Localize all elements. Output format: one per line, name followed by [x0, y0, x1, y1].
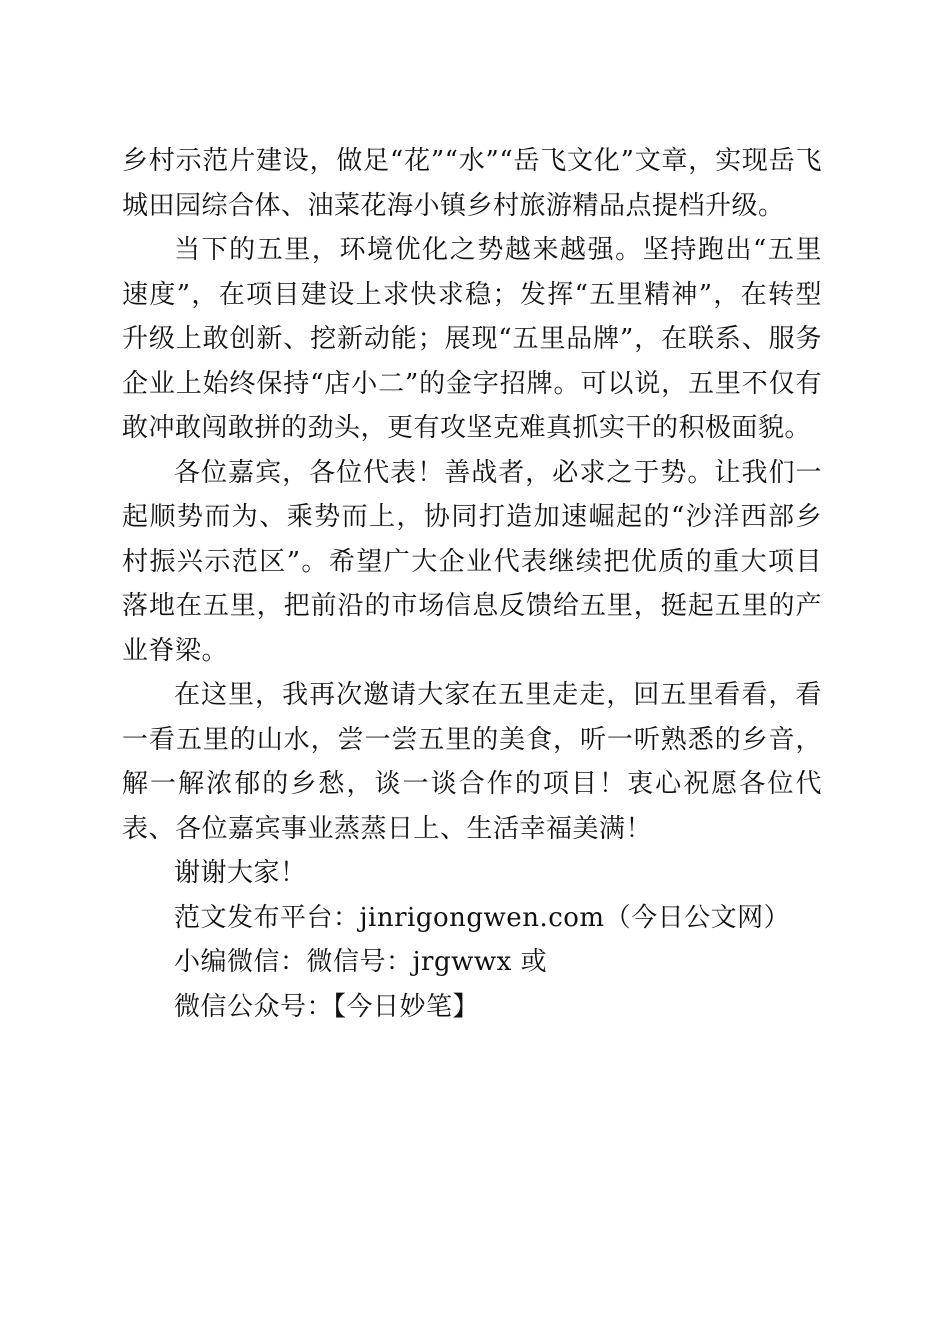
footer-official-account-line: 微信公众号：【今日妙笔】 [174, 991, 480, 1022]
paragraph: 当下的五里，环境优化之势越来越强。坚持跑出“五里速度”，在项目建设上求快求稳；发挥“五里精神”，在转型升级上敢创新、挖新动能；展现“五里品牌”，在联系、服务企业上始终保持“店小二”的金字招牌。可以说，五里不仅有敢冲敢闯敢拼的劲头，更有攻坚克难真抓实干的积极面貌。 [122, 235, 822, 443]
document-body [122, 139, 822, 1029]
paragraph-continuation: 乡村示范片建设，做足“花”“水”“岳飞文化”文章，实现岳飞城田园综合体、油菜花海小镇乡村旅游精品点提档升级。 [122, 146, 822, 221]
paragraph: 各位嘉宾，各位代表！善战者，必求之于势。让我们一起顺势而为、乘势而上，协同打造加速崛起的“沙洋西部乡村振兴示范区”。希望广大企业代表继续把优质的重大项目落地在五里，把前沿的市场信息反馈给五里，挺起五里的产业脊梁。 [122, 457, 822, 666]
closing-line: 谢谢大家！ [174, 858, 307, 888]
footer-platform-line: 范文发布平台：jinrigongwen.com（今日公文网） [174, 902, 791, 933]
paragraph: 在这里，我再次邀请大家在五里走走，回五里看看，看一看五里的山水，尝一尝五里的美食，听一听熟悉的乡音，解一解浓郁的乡愁，谈一谈合作的项目！衷心祝愿各位代表、各位嘉宾事业蒸蒸日上、生活幸福美满！ [122, 680, 822, 844]
footer-wechat-line: 小编微信：微信号：jrgwwx 或 [174, 947, 548, 977]
